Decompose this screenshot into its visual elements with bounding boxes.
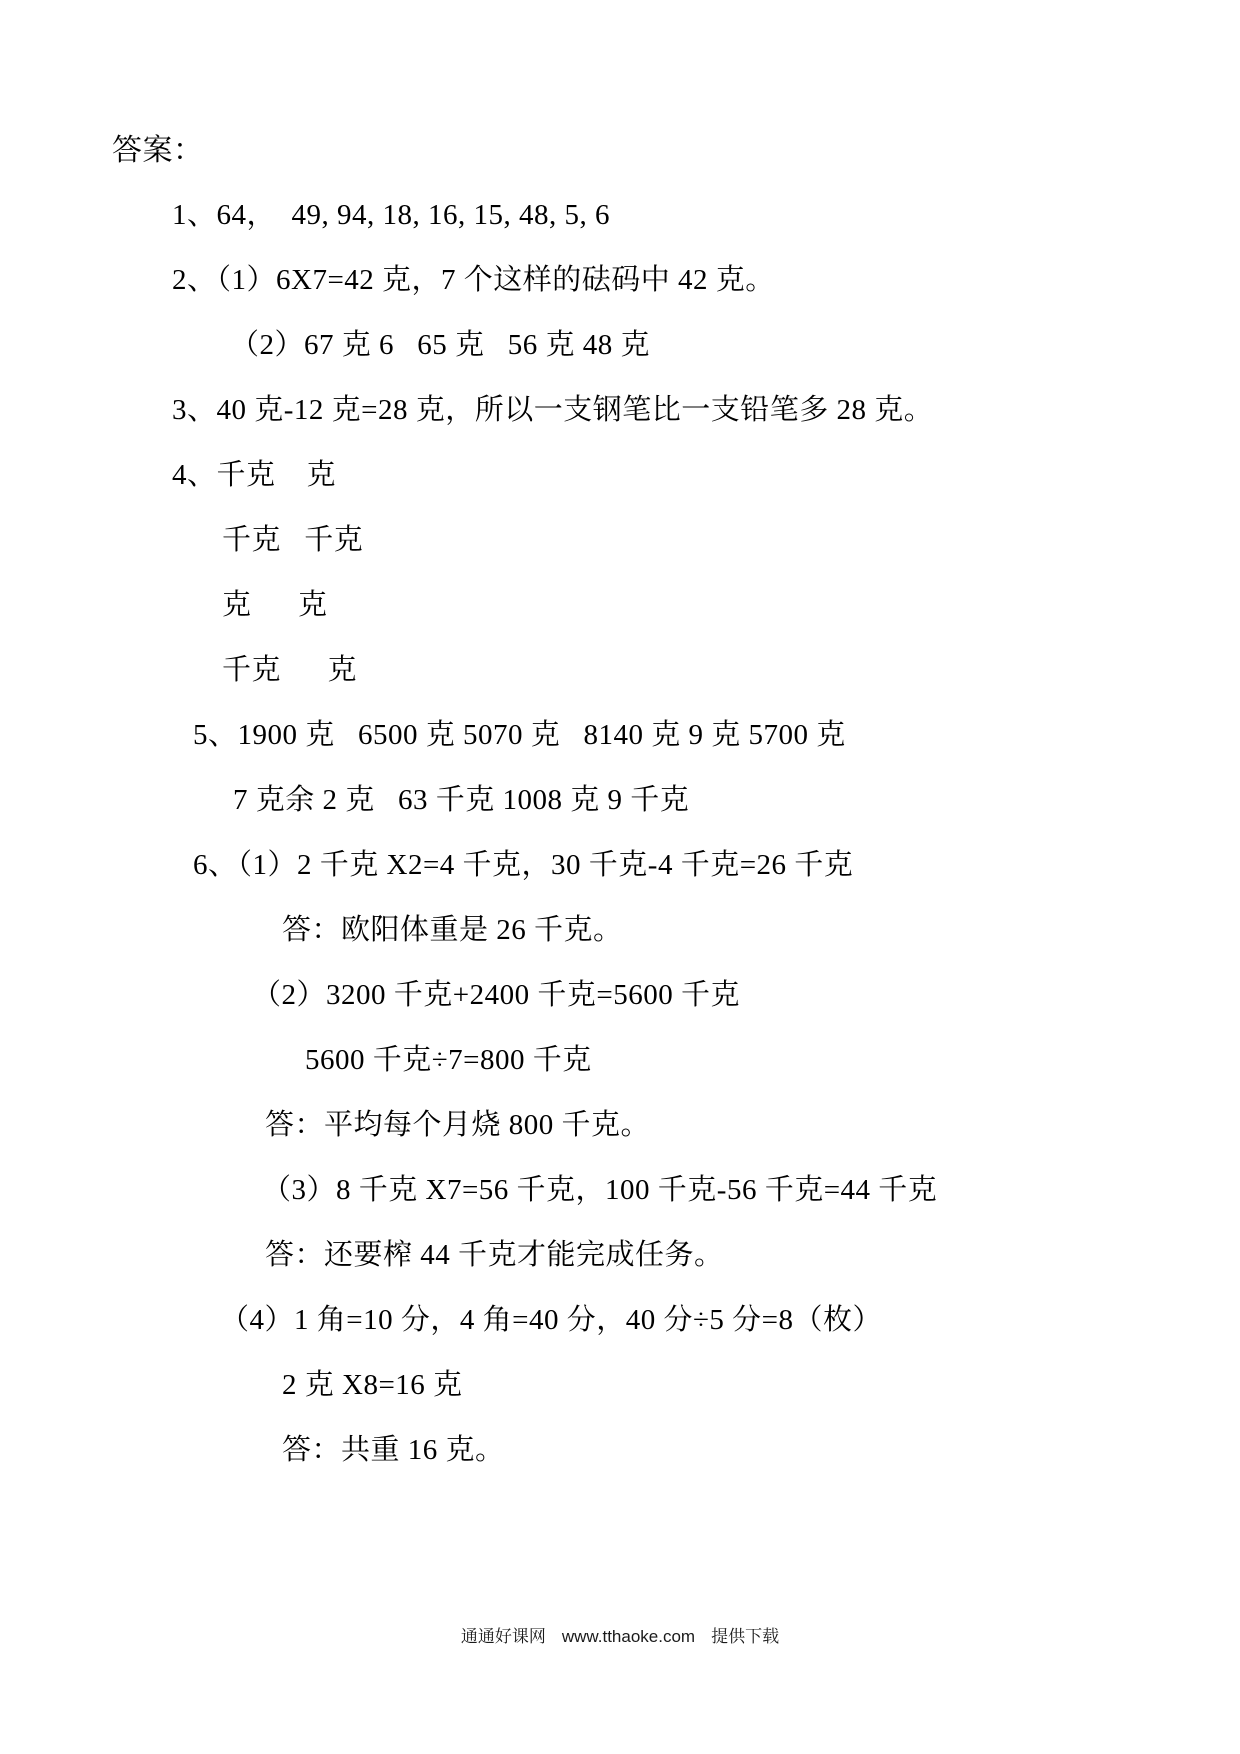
answer-line-5b: 7 克余 2 克 63 千克 1008 克 9 千克 xyxy=(233,784,690,816)
answer-line-5a: 5、1900 克 6500 克 5070 克 8140 克 9 克 5700 克 xyxy=(193,719,846,751)
answer-line-4c: 克 克 xyxy=(222,589,328,621)
answer-line-4a: 4、千克 克 xyxy=(172,459,337,491)
answer-line-6-3-reply: 答：还要榨 44 千克才能完成任务。 xyxy=(265,1239,724,1271)
answer-line-6-3: （3）8 千克 X7=56 千克，100 千克-56 千克=44 千克 xyxy=(262,1174,938,1206)
page-title: 答案： xyxy=(112,134,204,167)
answer-line-3: 3、40 克-12 克=28 克，所以一支钢笔比一支铅笔多 28 克。 xyxy=(172,394,934,426)
footer-note: 提供下载 xyxy=(711,1627,780,1646)
footer-url: www.tthaoke.com xyxy=(561,1627,696,1646)
answer-line-6-1: 6、（1）2 千克 X2=4 千克，30 千克-4 千克=26 千克 xyxy=(193,849,854,881)
answer-line-6-4-reply: 答：共重 16 克。 xyxy=(282,1434,505,1466)
answer-line-2-1: 2、（1）6X7=42 克，7 个这样的砝码中 42 克。 xyxy=(172,264,775,296)
answer-line-4b: 千克 千克 xyxy=(222,524,364,556)
answer-line-6-2: （2）3200 千克+2400 千克=5600 千克 xyxy=(252,979,740,1011)
answer-line-1: 1、64， 49, 94, 18, 16, 15, 48, 5, 6 xyxy=(172,199,611,231)
answer-line-6-2b: 5600 千克÷7=800 千克 xyxy=(305,1044,592,1076)
answer-line-2-2: （2）67 克 6 65 克 56 克 48 克 xyxy=(230,329,651,361)
answer-line-6-4: （4）1 角=10 分，4 角=40 分，40 分÷5 分=8（枚） xyxy=(220,1304,882,1336)
answer-line-6-2-reply: 答：平均每个月烧 800 千克。 xyxy=(265,1109,651,1141)
answer-line-6-1-reply: 答：欧阳体重是 26 千克。 xyxy=(282,914,623,946)
answer-line-4d: 千克 克 xyxy=(222,654,358,686)
footer-site-name: 通通好课网 xyxy=(460,1627,546,1646)
answer-line-6-4b: 2 克 X8=16 克 xyxy=(282,1369,463,1401)
footer xyxy=(0,1626,1240,1648)
